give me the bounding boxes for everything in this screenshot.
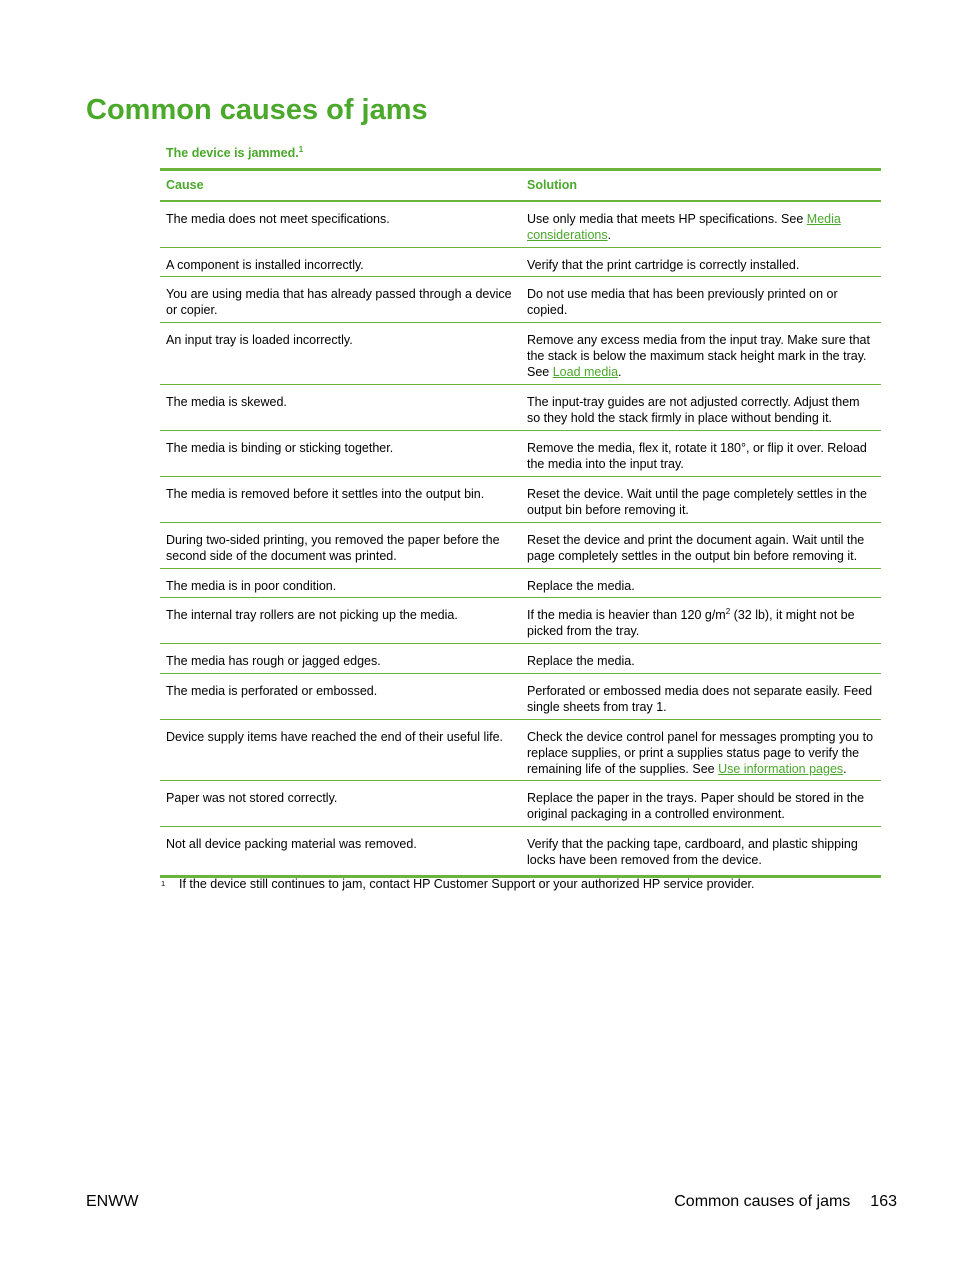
page-title: Common causes of jams	[86, 94, 428, 126]
table-caption	[166, 146, 303, 160]
cause-cell: Paper was not stored correctly.	[160, 781, 521, 827]
solution-text: Remove the media, flex it, rotate it 180°, or flip it over. Reload the media into the input tray.	[527, 441, 867, 471]
solution-cell	[521, 248, 881, 277]
footer-right	[674, 1193, 897, 1211]
solution-text: The input-tray guides are not adjusted correctly. Adjust them so they hold the stack firmly in place without bending it.	[527, 395, 860, 425]
table-row	[160, 323, 881, 385]
solution-text: Remove any excess media from the input tray. Make sure that the stack is below the maximum stack height mark in the tray. See	[527, 333, 870, 379]
caption-text: The device is jammed.	[166, 146, 299, 160]
table-header	[160, 170, 881, 201]
solution-cell	[521, 781, 881, 827]
footer-doc-id: ENWW	[86, 1193, 139, 1210]
cross-reference-link[interactable]: Media considerations	[527, 211, 841, 242]
footnote-text: If the device still continues to jam, contact HP Customer Support or your authorized HP service provider.	[179, 877, 755, 891]
header-cause: Cause	[166, 178, 204, 192]
solution-cell	[521, 277, 881, 323]
solution-cell	[521, 477, 881, 523]
table-row	[160, 277, 881, 323]
table-row	[160, 248, 881, 277]
cause-cell: You are using media that has already passed through a device or copier.	[160, 277, 521, 323]
table-row	[160, 781, 881, 827]
solution-text-tail: .	[607, 227, 612, 242]
solution-text: Replace the media.	[527, 579, 635, 593]
footer-section: Common causes of jams	[674, 1193, 851, 1210]
solution-text: If the media is heavier than 120 g/m	[527, 608, 726, 622]
solution-cell	[521, 720, 881, 781]
cross-reference-link[interactable]: Load media	[552, 365, 619, 379]
solution-text: Reset the device and print the document again. Wait until the page completely settles in the output bin before removing it.	[527, 533, 865, 563]
cause-cell: The media is binding or sticking together.	[160, 431, 521, 477]
solution-cell	[521, 674, 881, 720]
cause-cell: The media is removed before it settles into the output bin.	[160, 477, 521, 523]
solution-cell	[521, 323, 881, 385]
table-row	[160, 598, 881, 644]
solution-text-tail: (32 lb), it might not be picked from the tray.	[527, 608, 855, 638]
solution-cell	[521, 598, 881, 644]
cause-cell: Device supply items have reached the end of their useful life.	[160, 720, 521, 781]
superscript: 2	[725, 606, 731, 616]
cause-cell: The media has rough or jagged edges.	[160, 644, 521, 674]
solution-text: Do not use media that has been previously printed on or copied.	[527, 287, 838, 317]
page-number: 163	[870, 1193, 897, 1210]
table-row	[160, 569, 881, 598]
solution-cell	[521, 431, 881, 477]
cause-cell: The media is skewed.	[160, 385, 521, 431]
table-row	[160, 523, 881, 569]
cause-cell: Not all device packing material was removed.	[160, 827, 521, 877]
header-solution: Solution	[527, 178, 577, 192]
table-row	[160, 674, 881, 720]
solution-text-tail: .	[618, 365, 622, 379]
cross-reference-link[interactable]: Use information pages	[718, 762, 844, 776]
solution-cell	[521, 827, 881, 877]
cause-cell: The media is in poor condition.	[160, 569, 521, 598]
table-row	[160, 827, 881, 877]
caption-footnote-marker: 1	[298, 144, 304, 154]
solution-cell	[521, 385, 881, 431]
solution-text: Perforated or embossed media does not separate easily. Feed single sheets from tray 1.	[527, 684, 873, 714]
jam-causes-table	[160, 168, 881, 878]
solution-cell	[521, 569, 881, 598]
solution-text: Check the device control panel for messages prompting you to replace supplies, or print a supplies status page to verify the remaining life of the supplies. See	[527, 730, 874, 776]
solution-text-tail: .	[843, 762, 847, 776]
table-row	[160, 477, 881, 523]
solution-text: Use only media that meets HP specifications. See	[527, 211, 807, 226]
cause-cell: During two-sided printing, you removed the paper before the second side of the document was printed.	[160, 523, 521, 569]
cause-cell: A component is installed incorrectly.	[160, 248, 521, 277]
cause-cell: An input tray is loaded incorrectly.	[160, 323, 521, 385]
solution-text: Replace the media.	[527, 654, 635, 668]
cause-cell: The media does not meet specifications.	[160, 201, 521, 248]
table-body	[160, 201, 881, 877]
solution-text: Verify that the packing tape, cardboard, and plastic shipping locks have been removed from the device.	[527, 837, 858, 867]
solution-cell	[521, 523, 881, 569]
table-row	[160, 385, 881, 431]
table-row	[160, 201, 881, 248]
solution-cell	[521, 201, 881, 248]
cause-cell: The media is perforated or embossed.	[160, 674, 521, 720]
solution-text: Reset the device. Wait until the page completely settles in the output bin before removing it.	[527, 487, 867, 517]
table-row	[160, 720, 881, 781]
footnote-marker: 1	[161, 879, 166, 888]
solution-text: Replace the paper in the trays. Paper should be stored in the original packaging in a controlled environment.	[527, 791, 865, 821]
solution-text: Verify that the print cartridge is correctly installed.	[527, 258, 800, 272]
table-row	[160, 644, 881, 674]
table-row	[160, 431, 881, 477]
solution-cell	[521, 644, 881, 674]
cause-cell: The internal tray rollers are not picking up the media.	[160, 598, 521, 644]
